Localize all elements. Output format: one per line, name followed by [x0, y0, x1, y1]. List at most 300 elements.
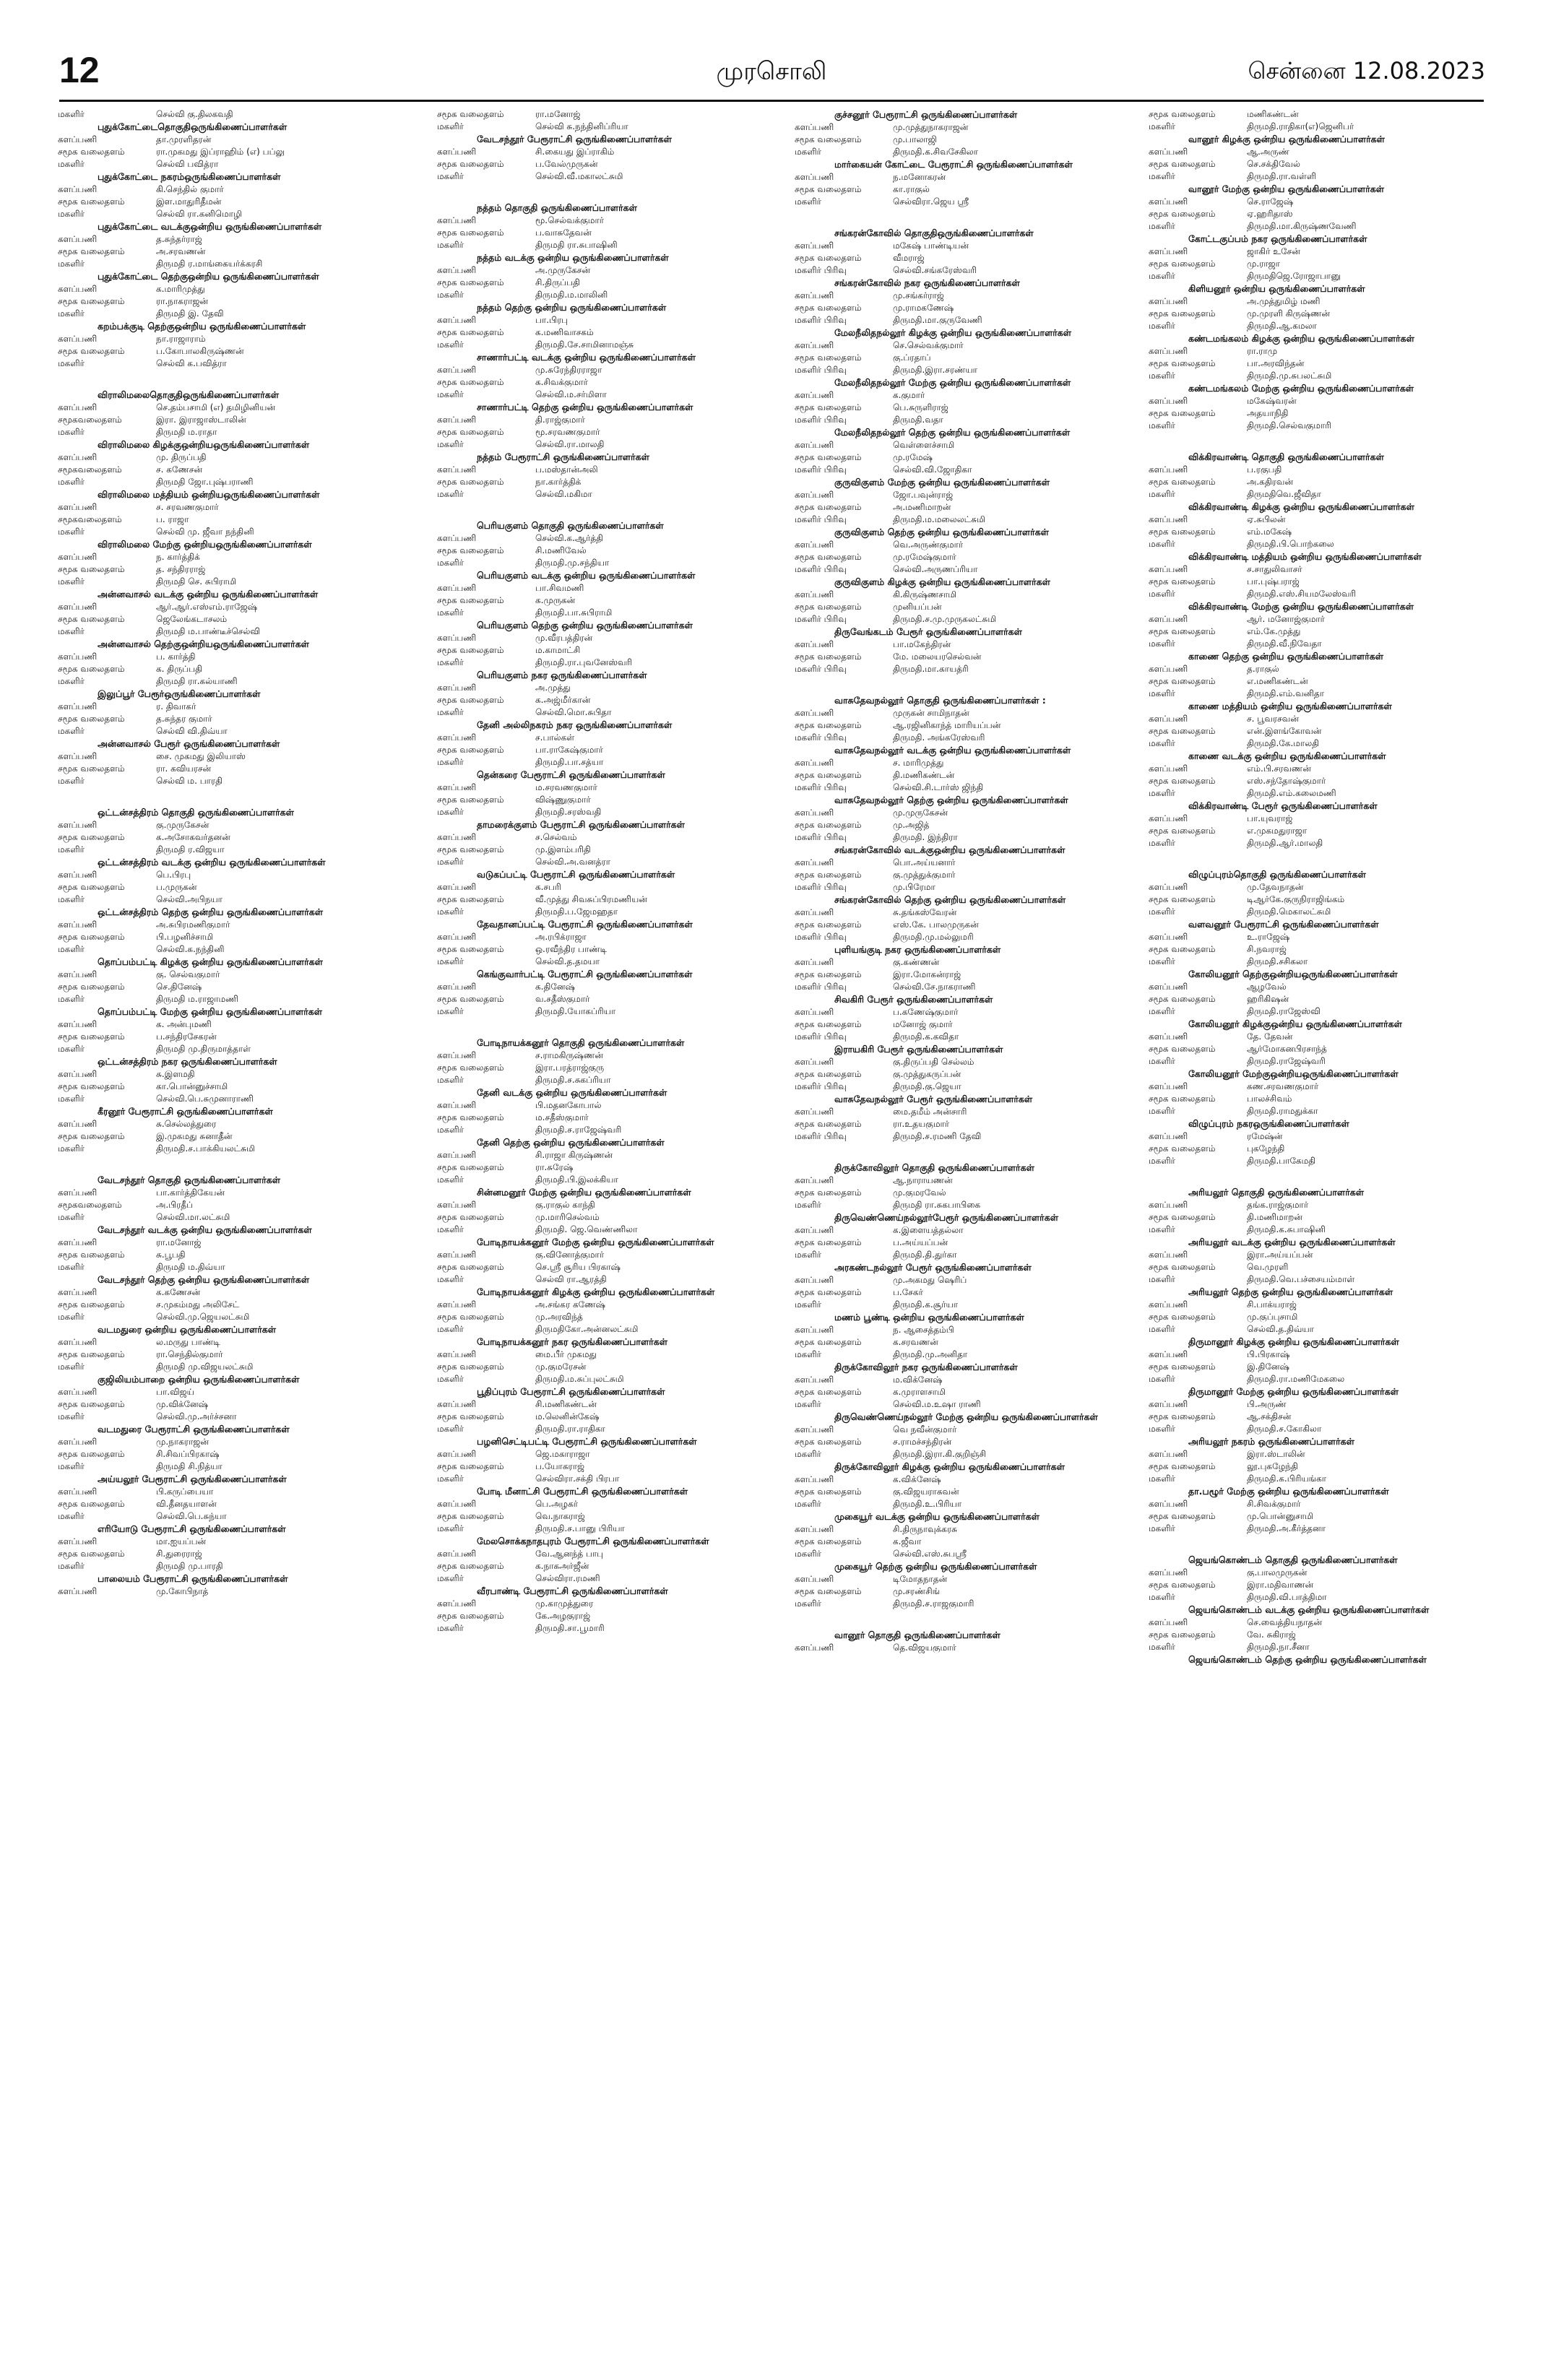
role-label: சமூக வலைதளம்: [437, 695, 504, 705]
coordinator-row: [795, 1486, 1149, 1498]
coordinator-row: [437, 782, 791, 794]
person-name: கு.வினோத்குமார்: [535, 1250, 605, 1260]
coordinator-row: [1149, 1249, 1503, 1261]
role-label: மகளிர்: [58, 576, 85, 587]
person-name: க.ஜீவா: [893, 1536, 922, 1546]
role-label: களப்பணி: [795, 1424, 834, 1435]
role-label: மகளிர்: [1149, 688, 1175, 698]
coordinator-block: [1149, 1286, 1503, 1336]
person-name: மு.அகமது ஷெரிப்: [893, 1275, 967, 1285]
coordinator-block: [58, 270, 412, 320]
coordinator-row: [58, 233, 412, 246]
person-name: ந.மனோகரன்: [893, 172, 946, 182]
person-name: திருமதி ரா.சுபாஷினி: [535, 240, 618, 250]
role-label: மகளிர்: [1149, 589, 1175, 599]
coordinator-row: [58, 1237, 412, 1249]
coordinator-row: [1149, 1641, 1503, 1653]
coordinator-block: [437, 301, 791, 351]
coordinator-block: [795, 1510, 1149, 1560]
role-label: மகளிர்: [437, 558, 464, 568]
coordinator-row: [1149, 476, 1503, 488]
coordinator-block: [1149, 1186, 1503, 1236]
coordinator-row: [1149, 1199, 1503, 1211]
coordinator-block: [1149, 501, 1503, 550]
role-label: மகளிர்: [437, 906, 464, 917]
role-label: களப்பணி: [58, 820, 98, 830]
block-title: அன்னவாசல் வடக்கு ஒன்றிய ஒருங்கிணைப்பாளர்கள்: [98, 589, 319, 600]
role-label: களப்பணி: [437, 1250, 477, 1260]
person-name: சு.செல்லத்துரை: [156, 1119, 217, 1129]
person-name: செல்விரா.ஜெய ஸ்ரீ: [893, 196, 969, 207]
coordinator-block: [58, 588, 412, 638]
coordinator-block: [437, 1037, 791, 1086]
role-label: மகளிர் பிரிவு: [795, 1031, 847, 1042]
role-label: மகளிர்: [1149, 956, 1175, 966]
role-label: களப்பணி: [1149, 932, 1188, 942]
coordinator-row: [437, 389, 791, 401]
role-label: களப்பணி: [437, 265, 477, 275]
person-name: செல்வி.ம.சர்மிளா: [535, 389, 607, 399]
coordinator-block: [58, 1423, 412, 1473]
coordinator-row: [1149, 407, 1503, 420]
coordinator-row: [795, 1585, 1149, 1598]
person-name: திருமதி.ராமதுக்கா: [1247, 1106, 1318, 1116]
coordinator-row: [58, 1199, 412, 1211]
block-title: குச்சனூர் பேரூராட்சி ஒருங்கிணைப்பாளர்கள்: [834, 109, 1018, 120]
role-label: சமூக வலைதளம்: [437, 844, 504, 854]
role-label: மகளிர்: [437, 956, 464, 966]
person-name: எ.மணிகண்டன்: [1247, 676, 1308, 686]
person-name: மு.சரண்சிங்: [893, 1586, 941, 1596]
role-label: சமூக வலைதளம்: [437, 795, 504, 805]
role-label: சமூக வலைதளம்: [795, 1119, 862, 1129]
person-name: ப.சந்திரசேகரன்: [156, 1031, 217, 1042]
coordinator-row: [58, 402, 412, 414]
role-label: சமூக வலைதளம்: [795, 1387, 862, 1397]
role-label: களப்பணி: [437, 583, 477, 593]
coordinator-row: [795, 1031, 1149, 1043]
role-label: களப்பணி: [58, 1337, 98, 1347]
coordinator-row: [58, 1081, 412, 1093]
coordinator-row: [58, 969, 412, 981]
person-name: ல.மருது பாண்டி: [156, 1337, 220, 1347]
coordinator-block: [795, 943, 1149, 993]
coordinator-row: [1149, 1211, 1503, 1224]
role-label: மகளிர்: [795, 1549, 821, 1559]
block-title: வானூர் மேற்கு ஒன்றிய ஒருங்கிணைப்பாளர்கள்: [1188, 183, 1385, 194]
person-name: பா.புஷ்பராஜ்: [1247, 576, 1300, 587]
person-name: ச. பூவரசவன்: [1247, 714, 1299, 724]
person-name: புகழேந்தி: [1247, 1143, 1285, 1154]
coordinator-row: [58, 663, 412, 675]
coordinator-row: [437, 1124, 791, 1136]
role-label: மகளிர்: [58, 626, 85, 636]
person-name: அ.சங்கர கணேஷ்: [535, 1299, 605, 1310]
block-title: திருக்கோவிலூர் கிழக்கு ஒன்றிய ஒருங்கிணைப்பாளர்கள்: [834, 1461, 1065, 1472]
coordinator-row: [437, 1473, 791, 1485]
role-label: மகளிர்: [1149, 221, 1175, 231]
person-name: செல்வி.த.தமயா: [535, 956, 600, 966]
person-name: க.நாகஅர்ஜீன்: [535, 1561, 589, 1571]
block-title: அரியலூர் தொகுதி ஒருங்கிணைப்பாளர்கள்: [1188, 1187, 1365, 1198]
person-name: அ.ரபிக்ராஜா: [535, 932, 587, 942]
person-name: செல்வி க.பவித்ரா: [156, 358, 227, 368]
coordinator-block: [1149, 600, 1503, 650]
block-title: வேடசந்தூர் தொகுதி ஒருங்கிணைப்பாளர்கள்: [98, 1174, 281, 1185]
role-label: மகளிர் பிரிவு: [795, 265, 847, 275]
person-name: அ.முத்து: [535, 683, 571, 693]
role-label: களப்பணி: [437, 365, 477, 375]
role-label: சமூக வலைதளம்: [795, 1019, 862, 1029]
person-name: டிஆர்கே.குருநிராஜிங்கம்: [1247, 894, 1345, 904]
person-name: த. சந்திரராஜ்: [156, 564, 206, 574]
person-name: மு.வீரபத்திரன்: [535, 633, 593, 643]
role-label: சமூக வலைதளம்: [795, 770, 862, 780]
person-name: பா.மகேந்திரன்: [893, 639, 951, 649]
block-title: அன்னவாசல் பேரூர் ஒருங்கிணைப்பாளர்கள்: [98, 738, 280, 749]
role-label: மகளிர்: [1149, 321, 1175, 331]
coordinator-row: [1149, 1043, 1503, 1055]
person-name: ரா.சுரேஷ்: [535, 1162, 574, 1172]
person-name: த.ராகுல்: [1247, 664, 1279, 674]
role-label: சமூக வலைதளம்: [1149, 209, 1216, 219]
coordinator-block: [437, 1435, 791, 1485]
person-name: நா.ராஜாராம்: [156, 334, 206, 344]
person-name: த.சுந்தர குமார்: [156, 714, 212, 724]
role-label: சமூக வலைதளம்: [58, 664, 125, 674]
role-label: மகளிர்: [58, 1262, 85, 1272]
role-label: மகளிர் பிரிவு: [795, 514, 847, 524]
coordinator-row: [1149, 196, 1503, 208]
role-label: சமூக வலைதளம்: [795, 552, 862, 562]
block-title: கிளியனூர் ஒன்றிய ஒருங்கிணைப்பாளர்கள்: [1188, 283, 1365, 294]
person-name: ர. திவாகர்: [156, 701, 196, 711]
coordinator-row: [1149, 1461, 1503, 1473]
coordinator-row: [1149, 893, 1503, 906]
coordinator-row: [437, 582, 791, 594]
coordinator-row: [795, 240, 1149, 252]
block-title: திருவெண்ணெய்நல்லூர் மேற்கு ஒன்றிய ஒருங்கிணைப்பாளர்கள்: [834, 1411, 1098, 1422]
role-label: சமூக வலைதளம்: [58, 1250, 125, 1260]
person-name: திருமதி.தி.துர்கா: [893, 1250, 957, 1260]
coordinator-row: [437, 1373, 791, 1385]
coordinator-row: [1149, 1423, 1503, 1435]
coordinator-row: [58, 1548, 412, 1560]
coordinator-row: [795, 1174, 1149, 1187]
coordinator-block: [1149, 332, 1503, 382]
coordinator-row: [1149, 943, 1503, 956]
role-label: மகளிர்: [58, 1044, 85, 1054]
person-name: ஆர். மனோஜ்குமார்: [1247, 614, 1325, 624]
role-label: மகளிர்: [795, 147, 821, 157]
coordinator-row: [795, 1286, 1149, 1299]
coordinator-row: [1149, 688, 1503, 700]
person-name: தி.ராஜ்குமார்: [535, 415, 585, 425]
role-label: சமூக வலைதளம்: [58, 1399, 125, 1409]
person-name: மகேஷ்வரன்: [1247, 396, 1297, 406]
block-title: வேடசந்தூர் தெற்கு ஒன்றிய ஒருங்கிணைப்பாளர்கள்: [98, 1274, 310, 1285]
role-label: மகளிர்: [58, 776, 85, 786]
block-title: சிவகிரி பேரூர் ஒருங்கிணைப்பாளர்கள்: [834, 994, 993, 1005]
person-name: மு.ராஜா: [1247, 259, 1280, 269]
role-label: மகளிர்: [437, 339, 464, 350]
role-label: மகளிர்: [795, 1250, 821, 1260]
coordinator-row: [437, 326, 791, 339]
coordinator-row: [437, 1598, 791, 1610]
coordinator-block: [1149, 1236, 1503, 1286]
person-name: அ.கதிரவன்: [1247, 477, 1293, 487]
person-name: ந. ஆசைத்தம்பி: [893, 1325, 954, 1335]
coordinator-block: [795, 744, 1149, 794]
block-title: அரியலூர் வடக்கு ஒன்றிய ஒருங்கிணைப்பாளர்கள்: [1188, 1237, 1396, 1247]
coordinator-row: [795, 1249, 1149, 1261]
coordinator-row: [58, 196, 412, 208]
coordinator-row: [1149, 270, 1503, 282]
coordinator-block: [1149, 650, 1503, 700]
coordinator-row: [437, 158, 791, 170]
person-name: கண.சரவணகுமார்: [1247, 1081, 1319, 1091]
coordinator-row: [795, 1199, 1149, 1211]
person-name: திருமதி.மெகாலட்சுமி: [1247, 906, 1331, 917]
role-label: களப்பணி: [437, 1349, 477, 1359]
role-label: களப்பணி: [437, 1399, 477, 1409]
role-label: சமூக வலைதளம்: [1149, 408, 1216, 418]
role-label: களப்பணி: [437, 832, 477, 842]
person-name: க.சரவணன்: [893, 1337, 938, 1347]
role-label: மகளிர்: [437, 757, 464, 767]
person-name: க.சபரி: [535, 882, 561, 892]
person-name: தெ.விஜயகுமார்: [893, 1643, 956, 1653]
coordinator-row: [58, 943, 412, 956]
role-label: மகளிர்: [1149, 539, 1175, 549]
coordinator-block: [58, 1323, 412, 1373]
role-label: சமூக வலைதளம்: [1149, 1580, 1216, 1590]
coordinator-block: [437, 918, 791, 968]
person-name: திருமதி.சே.சாமினாமஞ்சு: [535, 339, 634, 350]
role-label: சமூக வலைதளம்: [437, 1611, 504, 1621]
coordinator-row: [795, 402, 1149, 414]
role-label: சமூக வலைதளம்: [437, 228, 504, 238]
role-label: மகளிர்: [58, 726, 85, 736]
coordinator-block: [1149, 133, 1503, 183]
coordinator-row: [58, 1510, 412, 1523]
block-title: புளியங்குடி நகர ஒருங்கிணைப்பாளர்கள்: [834, 944, 1001, 955]
block-title: மேலசொக்கநாதபுரம் பேரூராட்சி ஒருங்கிணைப்பாளர்கள்: [477, 1536, 709, 1546]
coordinator-row: [1149, 158, 1503, 170]
role-label: களப்பணி: [795, 1574, 834, 1584]
role-label: சமூக வலைதளம்: [795, 969, 862, 979]
person-name: செல்விரா.சக்தி பிரபா: [535, 1474, 620, 1484]
coordinator-row: [58, 1585, 412, 1598]
coordinator-row: [1149, 576, 1503, 588]
coordinator-row: [795, 757, 1149, 769]
person-name: செல்வி ம. பாரதி: [156, 776, 222, 786]
person-name: திருமதி.பா.சுபிராமி: [535, 607, 613, 618]
role-label: சமூக வலைதளம்: [437, 109, 504, 119]
coordinator-block: [1149, 1435, 1503, 1485]
block-title: தேவதானப்பட்டி பேரூராட்சி ஒருங்கிணைப்பாளர்கள்: [477, 919, 693, 930]
coordinator-row: [1149, 638, 1503, 650]
person-name: மு.குப்புசாமி: [1247, 1312, 1298, 1322]
person-name: வெ நவீன்குமார்: [893, 1424, 957, 1435]
block-title: பழனிசெட்டிபட்டி பேரூராட்சி ஒருங்கிணைப்பாளர்கள்: [477, 1436, 697, 1447]
coordinator-row: [58, 308, 412, 320]
person-name: ஆ.ரஜினிகாந்த் மாரியப்பன்: [893, 720, 1001, 730]
role-label: சமூக வலைதளம்: [1149, 1262, 1216, 1272]
role-label: களப்பணி: [1149, 396, 1188, 406]
coordinator-block: [437, 451, 791, 501]
role-label: மகளிர்: [58, 308, 85, 319]
role-label: களப்பணி: [58, 1287, 98, 1297]
role-label: மகளிர்: [437, 1075, 464, 1085]
person-name: இரா. இராஜாஸ்டாலின்: [156, 415, 246, 425]
coordinator-block: [58, 856, 412, 906]
person-name: ஜாகிர் உசேன்: [1247, 246, 1300, 256]
person-name: அ.பிரதீப்: [156, 1200, 194, 1210]
role-label: மகளிர் பிரிவு: [795, 732, 847, 743]
role-label: களப்பணி: [1149, 614, 1188, 624]
coordinator-row: [795, 339, 1149, 352]
person-name: செ.தம்பசாமி (எ) தமிழினியன்: [156, 402, 276, 412]
role-label: சமூக வலைதளம்: [58, 1499, 125, 1509]
coordinator-row: [1149, 1349, 1503, 1361]
role-label: மகளிர்: [1149, 906, 1175, 917]
person-name: ஆ.சக்திசன்: [1247, 1411, 1292, 1421]
person-name: செல்வி வி.திவ்யா: [156, 726, 228, 736]
block-title: தேனி அல்லிநகரம் நகர ஒருங்கிணைப்பாளர்கள்: [477, 719, 673, 730]
person-name: ந. கார்த்திக்: [156, 552, 200, 562]
person-name: க.சிவக்குமார்: [535, 377, 588, 387]
person-name: ப. ராஜா: [156, 514, 189, 524]
block-title: சாணார்பட்டி வடக்கு ஒன்றிய ஒருங்கிணைப்பாளர்கள்: [477, 352, 696, 363]
role-label: சமூகவலைதளம்: [58, 1200, 122, 1210]
person-name: சு.பூபதி: [156, 1250, 186, 1260]
role-label: களப்பணி: [437, 147, 477, 157]
coordinator-row: [1149, 370, 1503, 382]
role-label: சமூக வலைதளம்: [795, 919, 862, 930]
coordinator-row: [795, 732, 1149, 744]
role-label: மகளிர்: [58, 944, 85, 954]
block-title: முகையூர் வடக்கு ஒன்றிய ஒருங்கிணைப்பாளர்கள்: [834, 1511, 1040, 1522]
coordinator-row: [795, 1068, 1149, 1081]
role-label: மகளிர்: [58, 1312, 85, 1322]
block-title: திருவேங்கடம் பேரூர் ஒருங்கிணைப்பாளர்கள்: [834, 626, 1022, 637]
coordinator-row: [58, 993, 412, 1005]
coordinator-row: [437, 981, 791, 993]
coordinator-row: [1149, 813, 1503, 825]
coordinator-row: [1149, 763, 1503, 775]
person-name: ரா.முகமது இப்ராஹிம் (எ) பப்லு: [156, 147, 285, 157]
coordinator-row: [437, 227, 791, 239]
person-name: திருமதி.ரா.புவனேஸ்வரி: [535, 657, 633, 667]
person-name: நா.கார்த்திக்: [535, 477, 582, 487]
coordinator-block: [437, 1535, 791, 1585]
role-label: மகளிர்: [58, 1461, 85, 1471]
role-label: மகளிர்: [1149, 1592, 1175, 1602]
coordinator-row: [437, 1161, 791, 1174]
role-label: மகளிர்: [437, 1424, 464, 1434]
coordinator-row: [58, 501, 412, 514]
role-label: மகளிர்: [58, 1511, 85, 1521]
person-name: சி.சிவப்பிரகாஷ்: [156, 1449, 220, 1459]
coordinator-row: [795, 489, 1149, 501]
block-title: மணம் பூண்டி ஒன்றிய ஒருங்கிணைப்பாளர்கள்: [834, 1312, 1024, 1323]
person-name: ப.யோகராஜ்: [535, 1461, 584, 1471]
coordinator-row: [437, 1273, 791, 1286]
block-title: சங்கரன்கோவில் நகர ஒருங்கிணைப்பாளர்கள்: [834, 277, 1020, 288]
coordinator-row: [58, 1336, 412, 1349]
block-title: வடமதுரை ஒன்றிய ஒருங்கிணைப்பாளர்கள்: [98, 1324, 277, 1335]
person-name: த.சுந்தர்ராஜ்: [156, 234, 202, 244]
person-name: கு. செல்வகுமார்: [156, 969, 220, 979]
role-label: மகளிர்: [1149, 371, 1175, 381]
coordinator-row: [795, 663, 1149, 675]
coordinator-row: [795, 589, 1149, 601]
person-name: பா.கார்த்திகேயன்: [156, 1187, 225, 1198]
coordinator-row: [58, 1411, 412, 1423]
role-label: சமூக வலைதளம்: [1149, 676, 1216, 686]
block-title: கோலியனூர் மேற்குஒன்றியஒருங்கிணைப்பாளர்கள்: [1188, 1068, 1399, 1079]
coordinator-row: [58, 1211, 412, 1224]
role-label: களப்பணி: [437, 1200, 477, 1210]
column-1: [58, 108, 412, 2355]
person-name: ம.காமாட்சி: [535, 645, 581, 655]
coordinator-row: [437, 906, 791, 918]
coordinator-row: [1149, 320, 1503, 332]
person-name: திருமதி ம.திவ்யா: [156, 1262, 225, 1272]
coordinator-row: [795, 414, 1149, 426]
role-label: களப்பணி: [1149, 1200, 1188, 1210]
coordinator-row: [1149, 358, 1503, 370]
coordinator-block: [1149, 1117, 1503, 1167]
role-label: களப்பணி: [1149, 464, 1188, 475]
coordinator-row: [1149, 725, 1503, 737]
person-name: க.அசோகவர்தனன்: [156, 832, 230, 842]
role-label: சமூக வலைதளம்: [437, 1411, 504, 1421]
person-name: செல்வி.வி.ஜோதிகா: [893, 464, 972, 475]
coordinator-block: [1149, 451, 1503, 501]
coordinator-row: [1149, 464, 1503, 476]
role-label: சமூக வலைதளம்: [795, 253, 862, 263]
coordinator-block: [58, 638, 412, 688]
role-label: களப்பணி: [795, 808, 834, 818]
coordinator-row: [795, 1187, 1149, 1199]
person-name: திருமதி.வி.பாத்திமா: [1247, 1592, 1327, 1602]
person-name: கா.பொன்னுச்சாமி: [156, 1081, 228, 1091]
role-label: களப்பணி: [58, 602, 98, 612]
person-name: பொ.அய்யனார்: [893, 857, 956, 867]
coordinator-row: [58, 713, 412, 725]
role-label: மகளிர்: [58, 1212, 85, 1222]
coordinator-block: [58, 220, 412, 270]
role-label: களப்பணி: [795, 589, 834, 600]
person-name: வீ.முத்து சிவசுப்பிரமணியன்: [535, 894, 647, 904]
role-label: களப்பணி: [1149, 1567, 1188, 1578]
person-name: செல்வி.அருணப்ரியா: [893, 564, 978, 574]
person-name: கு.பாலமுருகன்: [1247, 1567, 1308, 1578]
role-label: மகளிர் பிரிவு: [795, 1081, 847, 1091]
column-4: [1149, 108, 1503, 2355]
person-name: கு.முத்துகருப்பன்: [893, 1069, 961, 1079]
role-label: சமூக வலைதளம்: [1149, 1312, 1216, 1322]
coordinator-row: [1149, 1498, 1503, 1510]
person-name: திருமதி. அங்கரேஸ்வரி: [893, 732, 985, 743]
role-label: மகளிர்: [58, 427, 85, 437]
person-name: செல்வி.சி.டார்ஸ் ஜிந்தி: [893, 782, 984, 792]
role-label: களப்பணி: [437, 732, 477, 743]
coordinator-row: [437, 170, 791, 183]
block-title: ஒட்டன்சத்திரம் நகர ஒருங்கிணைப்பாளர்கள்: [98, 1056, 277, 1067]
